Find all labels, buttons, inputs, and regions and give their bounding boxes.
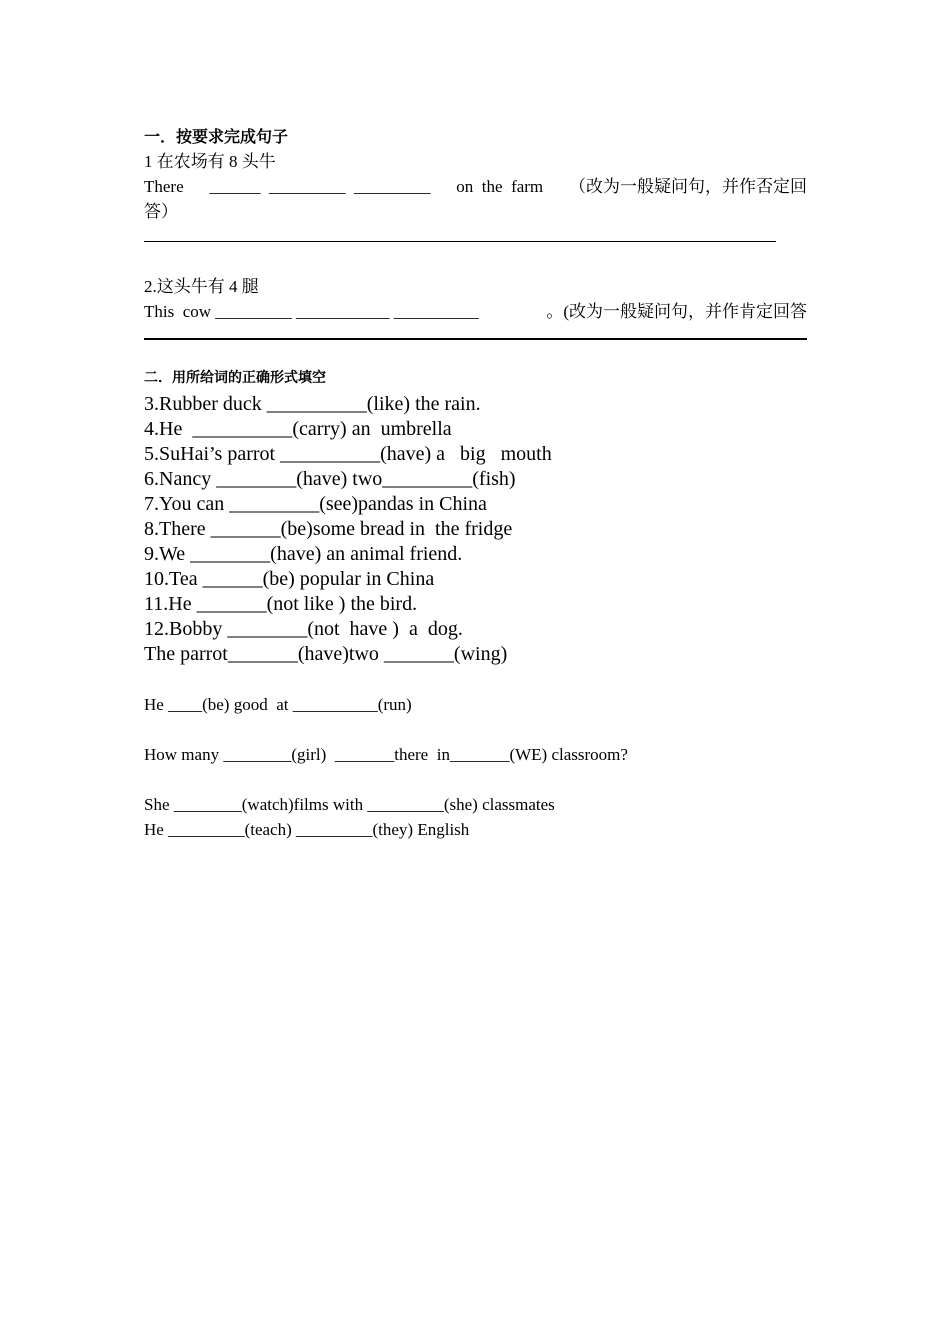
fill-item: 8.There _______(be)some bread in the fridge (144, 518, 513, 540)
section-1-heading: 一．按要求完成句子 (144, 127, 289, 146)
extra-item: How many ________(girl) _______there in_______(WE) classroom? (144, 745, 628, 764)
fill-item: 6.Nancy ________(have) two_________(fish) (144, 468, 516, 490)
fill-item: 3.Rubber duck __________(like) the rain. (144, 393, 481, 415)
extra-item: He ____(be) good at __________(run) (144, 695, 412, 714)
q1-instruction-end: 答） (144, 202, 178, 221)
section-2-heading: 二．用所给词的正确形式填空 (144, 370, 326, 386)
q2-english-line (144, 299, 807, 324)
q1-instruction: （改为一般疑问句，并作否定回 (568, 177, 807, 196)
fill-item: 11.He _______(not like ) the bird. (144, 593, 418, 615)
fill-item: 7.You can _________(see)pandas in China (144, 493, 487, 515)
fill-item: 4.He __________(carry) an umbrella (144, 418, 452, 440)
q2-instruction: 。(改为一般疑问句，并作肯定回答 (546, 302, 807, 321)
fill-item: The parrot_______(have)two _______(wing) (144, 643, 508, 665)
fill-item: 12.Bobby ________(not have ) a dog. (144, 618, 463, 640)
q1-english-line (144, 174, 807, 199)
q2-english: This cow _________ ___________ __________ (144, 302, 479, 321)
q1-on-the-farm: on the farm (456, 177, 544, 196)
worksheet-content (144, 124, 807, 842)
extra-item: She ________(watch)films with _________(she) classmates (144, 795, 555, 814)
fill-item: 10.Tea ______(be) popular in China (144, 568, 435, 590)
q1-blanks: ______ _________ _________ (209, 177, 431, 196)
q1-chinese: 1 在农场有 8 头牛 (144, 152, 276, 171)
q2-chinese: 2.这头牛有 4 腿 (144, 277, 259, 296)
fill-item: 5.SuHai’s parrot __________(have) a big mouth (144, 443, 552, 465)
q1-there: There (144, 177, 184, 196)
extra-item: He _________(teach) _________(they) English (144, 820, 470, 839)
fill-item: 9.We ________(have) an animal friend. (144, 543, 463, 565)
